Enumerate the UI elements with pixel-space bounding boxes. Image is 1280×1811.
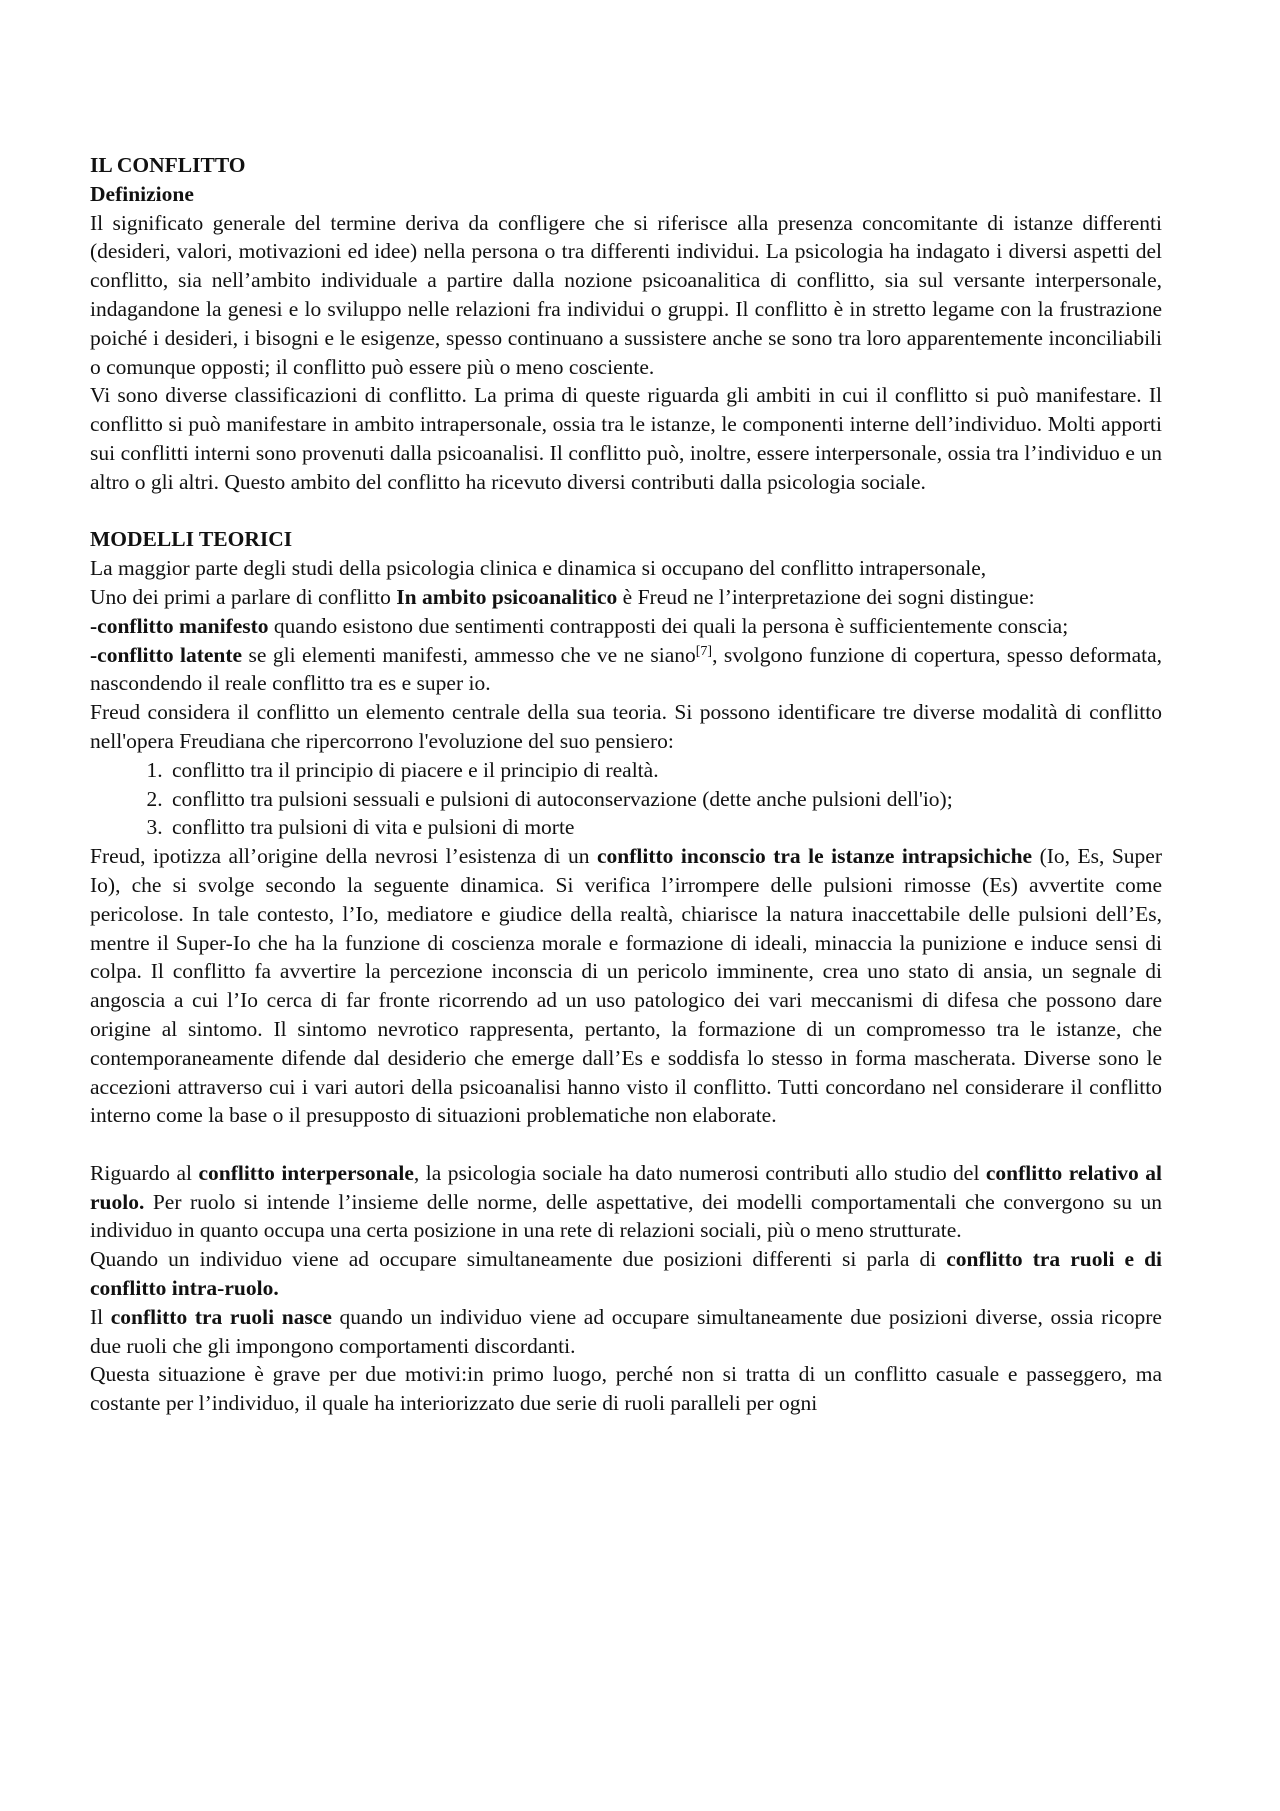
interpersonal-paragraph-3 [90,1303,1162,1361]
text-span: è Freud ne l’interpretazione dei sogni distingue: [617,584,1035,609]
models-paragraph-1: La maggior parte degli studi della psicologia clinica e dinamica si occupano del conflitto intrapersonale, [90,556,987,581]
text-span: , la psicologia sociale ha dato numerosi contributi allo studio del [413,1160,986,1185]
text-span: Il [90,1304,111,1329]
spacer [90,497,1162,526]
spacer [90,1130,1162,1159]
models-paragraph-4 [90,842,1162,1130]
bold-term: conflitto inconscio tra le istanze intrapsichiche [597,844,1033,869]
document-title: IL CONFLITTO [90,153,246,177]
text-span: , svolgono funzione di copertura, spesso deformata, nascondendo il reale conflitto tra es e super io. [90,642,1163,696]
bold-term: conflitto interpersonale [198,1160,414,1185]
interpersonal-paragraph-1 [90,1159,1162,1245]
text-span: Riguardo al [90,1160,199,1185]
interpersonal-paragraph-2 [90,1245,1162,1303]
text-span: Freud, ipotizza all’origine della nevrosi l’esistenza di un [90,844,597,869]
document-body [90,151,1162,1418]
models-paragraph-2 [90,583,1162,612]
models-heading: MODELLI TEORICI [90,527,293,552]
list-item: 3. conflitto tra pulsioni di vita e pulsioni di morte [168,813,1162,842]
bold-term: conflitto tra ruoli nasce [110,1304,332,1329]
section-subtitle: Definizione [90,181,194,206]
text-span: se gli elementi manifesti, ammesso che ve ne siano [242,642,696,667]
bold-term: -conflitto manifesto [90,613,269,638]
models-paragraph-3: Freud considera il conflitto un elemento centrale della sua teoria. Si possono identificare tre diverse modalità di conflitto nell'opera Freudiana che ripercorrono l'evoluzione del suo pensiero: [90,700,1162,753]
interpersonal-paragraph-4: Questa situazione è grave per due motivi:in primo luogo, perché non si tratta di un conflitto casuale e passeggero, ma costante per l’individuo, il quale ha interiorizzato due serie di ruoli paralleli per ogni [90,1362,1162,1416]
conflict-modalities-list [90,756,1162,842]
list-item: 1. conflitto tra il principio di piacere e il principio di realtà. [168,756,1162,785]
footnote-reference: [7] [695,643,713,659]
text-span: (Io, Es, Super Io), che si svolge secondo la seguente dinamica. Si verifica l’irrompere delle pulsioni rimosse (Es) avvertite come pericolose. In tale contesto, l’Io, mediatore e giudice della realtà, chiarisce la natura inaccettabile delle pulsioni dell’Es, mentre il Super-Io che ha la funzione di coscienza morale e formazione di ideali, minaccia la punizione e induce sensi di colpa. Il conflitto fa avvertire la percezione inconscia di un pericolo imminente, crea uno stato di ansia, un segnale di angoscia a cui l’Io cerca di far fronte ricorrendo ad un uso patologico dei vari meccanismi di difesa che possono dare origine al sintomo. Il sintomo nevrotico rappresenta, pertanto, la formazione di un compromesso tra le istanze, che contemporaneamente difende dal desiderio che emerge dall’Es e soddisfa lo stesso in forma mascherata. Diverse sono le accezioni attraverso cui i vari autori della psicoanalisi hanno visto il conflitto. Tutti concordano nel considerare il conflitto interno come la base o il presupposto di situazioni problematiche non elaborate. [90,844,1163,1128]
text-span: Uno dei primi a parlare di conflitto [90,584,397,609]
list-item: 2. conflitto tra pulsioni sessuali e pulsioni di autoconservazione (dette anche pulsioni dell'io); [168,785,1162,814]
definition-paragraph-2: Vi sono diverse classificazioni di conflitto. La prima di queste riguarda gli ambiti in cui il conflitto si può manifestare. Il conflitto si può manifestare in ambito intrapersonale, ossia tra le istanze, le componenti interne dell’individuo. Molti apporti sui conflitti interni sono provenuti dalla psicoanalisi. Il conflitto può, inoltre, essere interpersonale, ossia tra l’individuo e un altro o gli altri. Questo ambito del conflitto ha ricevuto diversi contributi dalla psicologia sociale. [90,383,1162,494]
manifest-conflict-item [90,612,1162,641]
bold-term: conflitto relativo al ruolo. [90,1160,1162,1214]
latent-conflict-item [90,641,1162,699]
text-span: quando esistono due sentimenti contrapposti dei quali la persona è sufficientemente conscia; [268,613,1069,638]
bold-term: -conflitto latente [90,642,243,667]
definition-paragraph-1: Il significato generale del termine deriva da confligere che si riferisce alla presenza concomitante di istanze differenti (desideri, valori, motivazioni ed idee) nella persona o tra differenti individui. La psicologia ha indagato i diversi aspetti del conflitto, sia nell’ambito individuale a partire dalla nozione psicoanalitica di conflitto, sia sul versante interpersonale, indagandone la genesi e lo sviluppo nelle relazioni fra individui o gruppi. Il conflitto è in stretto legame con la frustrazione poiché i desideri, i bisogni e le esigenze, spesso continuano a sussistere anche se sono tra loro apparentemente inconciliabili o comunque opposti; il conflitto può essere più o meno cosciente. [90,210,1162,379]
text-span: Quando un individuo viene ad occupare simultaneamente due posizioni differenti si parla di [90,1247,947,1272]
text-span: quando un individuo viene ad occupare simultaneamente due posizioni diverse, ossia ricopre due ruoli che gli impongono comportamenti discordanti. [90,1304,1162,1358]
bold-term: conflitto tra ruoli e di conflitto intra-ruolo. [90,1247,1162,1301]
bold-term: In ambito psicoanalitico [396,584,618,609]
text-span: Per ruolo si intende l’insieme delle norme, delle aspettative, dei modelli comportamentali che convergono su un individuo in quanto occupa una certa posizione in una rete di relazioni sociali, più o meno strutturate. [90,1189,1162,1243]
